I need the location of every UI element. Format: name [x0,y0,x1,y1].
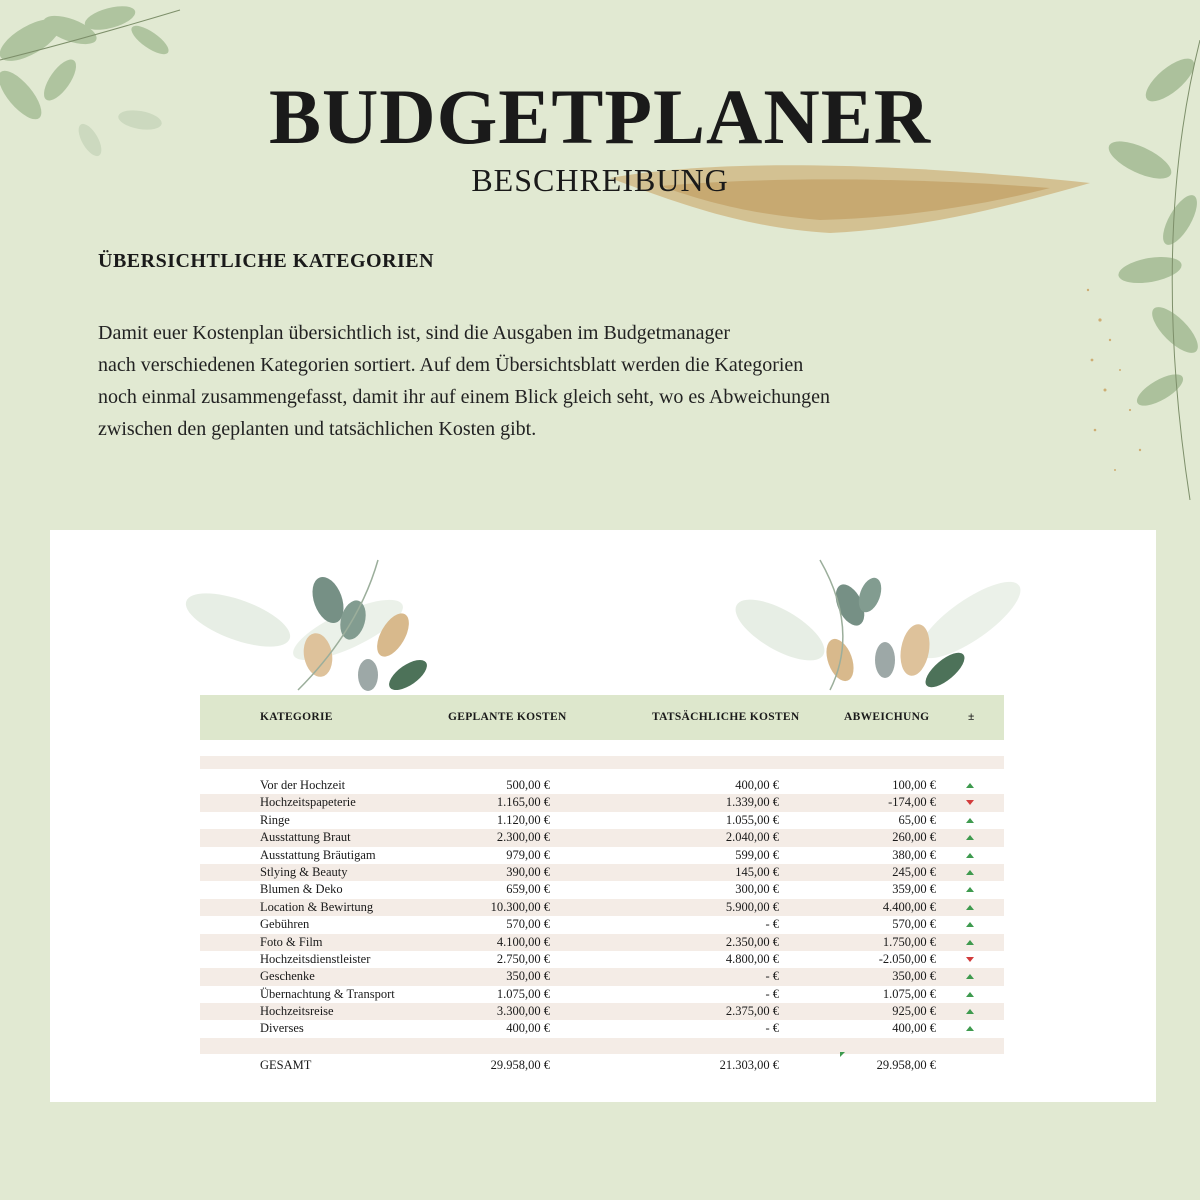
actual-cost-cell: 2.375,00 € [725,1004,779,1019]
floral-bouquet-left-icon [178,550,428,700]
trend-up-icon [966,1026,974,1031]
actual-cost-cell: 300,00 € [735,882,779,897]
table-row [200,934,1004,951]
trend-up-icon [966,853,974,858]
actual-cost-cell: 2.040,00 € [725,830,779,845]
page-title: BUDGETPLANER [268,73,932,160]
actual-cost-cell: 2.350,00 € [725,934,779,949]
table-row [200,951,1004,968]
table-row [200,812,1004,829]
trend-up-icon [966,922,974,927]
trend-up-icon [966,1009,974,1014]
deviation-cell: 1.075,00 € [882,986,936,1001]
section-heading: ÜBERSICHTLICHE KATEGORIEN [98,250,435,272]
category-cell: Geschenke [260,969,315,984]
trend-down-icon [966,800,974,805]
total-row [200,1054,1004,1076]
budget-overview-sheet [50,530,1156,1102]
trend-up-icon [966,905,974,910]
deviation-cell: 380,00 € [892,847,936,862]
trend-up-icon [966,887,974,892]
deviation-cell: 65,00 € [898,812,936,827]
table-body [200,777,1004,1038]
planned-cost-cell: 500,00 € [506,778,550,792]
deviation-cell: 245,00 € [892,864,936,879]
actual-cost-cell: - € [765,917,779,932]
planned-cost-cell: 3.300,00 € [496,1004,550,1019]
deviation-cell: 570,00 € [892,917,936,932]
column-header-category: KATEGORIE [260,711,333,723]
actual-cost-cell: 1.339,00 € [725,795,779,810]
category-cell: Diverses [260,1021,304,1036]
table-row [200,864,1004,881]
category-cell: Ringe [260,812,290,827]
table-row [200,847,1004,864]
floral-bouquet-right-icon [670,550,1030,700]
trend-up-icon [966,835,974,840]
planned-cost-cell: 659,00 € [506,882,550,897]
category-cell: Hochzeitspapeterie [260,795,356,810]
column-header-planned: GEPLANTE KOSTEN [448,711,567,723]
planned-cost-cell: 1.120,00 € [496,812,550,827]
column-header-actual: TATSÄCHLICHE KOSTEN [652,711,800,723]
total-actual: 21.303,00 € [719,1057,779,1072]
actual-cost-cell: - € [765,986,779,1001]
page-subtitle: BESCHREIBUNG [471,162,729,198]
category-cell: Hochzeitsreise [260,1004,334,1019]
deviation-cell: -174,00 € [888,795,936,810]
table-row [200,968,1004,985]
actual-cost-cell: - € [765,1021,779,1036]
deviation-cell: 100,00 € [892,778,936,792]
table-row [200,1020,1004,1037]
total-deviation: 29.958,00 € [876,1057,936,1072]
category-cell: Vor der Hochzeit [260,778,346,792]
trend-up-icon [966,818,974,823]
trend-up-icon [966,783,974,788]
total-planned: 29.958,00 € [490,1057,550,1072]
planned-cost-cell: 390,00 € [506,864,550,879]
actual-cost-cell: - € [765,969,779,984]
deviation-cell: 400,00 € [892,1021,936,1036]
category-cell: Ausstattung Bräutigam [260,847,376,862]
trend-up-icon [966,974,974,979]
table-row [200,986,1004,1003]
deviation-cell: -2.050,00 € [878,951,936,966]
deviation-cell: 4.400,00 € [882,899,936,914]
deviation-cell: 350,00 € [892,969,936,984]
cell-comment-marker-icon [840,1052,845,1057]
category-cell: Gebühren [260,917,310,932]
category-cell: Übernachtung & Transport [260,986,395,1001]
planned-cost-cell: 1.075,00 € [496,986,550,1001]
budget-table [200,695,1004,1076]
table-row [200,829,1004,846]
section-description: Damit euer Kostenplan übersichtlich ist, sind die Ausgaben im Budgetmanager nach verschiedenen Kategorien sortiert. Auf dem Übersichtsblatt werden die Kategorien noch einmal zusammengefasst, damit ihr auf einem Blick gleich seht, wo es Abweichungen zwischen den geplanten und tatsächlichen Kosten gibt. [98,322,831,440]
deviation-cell: 359,00 € [892,882,936,897]
deviation-cell: 260,00 € [892,830,936,845]
actual-cost-cell: 1.055,00 € [725,812,779,827]
deviation-cell: 1.750,00 € [882,934,936,949]
deviation-cell: 925,00 € [892,1004,936,1019]
trend-up-icon [966,992,974,997]
category-cell: Blumen & Deko [260,882,343,897]
table-row [200,881,1004,898]
planned-cost-cell: 979,00 € [506,847,550,862]
category-cell: Ausstattung Braut [260,830,351,845]
actual-cost-cell: 5.900,00 € [725,899,779,914]
planned-cost-cell: 2.300,00 € [496,830,550,845]
table-row [200,916,1004,933]
actual-cost-cell: 4.800,00 € [725,951,779,966]
column-header-deviation: ABWEICHUNG [844,711,930,723]
category-cell: Foto & Film [260,934,323,949]
table-row [200,1003,1004,1020]
actual-cost-cell: 145,00 € [735,864,779,879]
trend-up-icon [966,940,974,945]
planned-cost-cell: 1.165,00 € [496,795,550,810]
planned-cost-cell: 4.100,00 € [496,934,550,949]
trend-down-icon [966,957,974,962]
category-cell: Stlying & Beauty [260,864,348,879]
category-cell: Hochzeitsdienstleister [260,951,371,966]
table-row [200,794,1004,811]
trend-up-icon [966,870,974,875]
column-header-plusminus: ± [968,711,975,723]
planned-cost-cell: 10.300,00 € [490,899,550,914]
actual-cost-cell: 400,00 € [735,778,779,792]
table-row [200,777,1004,794]
actual-cost-cell: 599,00 € [735,847,779,862]
planned-cost-cell: 570,00 € [506,917,550,932]
planned-cost-cell: 400,00 € [506,1021,550,1036]
table-row [200,899,1004,916]
category-cell: Location & Bewirtung [260,899,374,914]
planned-cost-cell: 350,00 € [506,969,550,984]
table-header [200,695,1004,740]
planned-cost-cell: 2.750,00 € [496,951,550,966]
total-label: GESAMT [260,1057,312,1072]
